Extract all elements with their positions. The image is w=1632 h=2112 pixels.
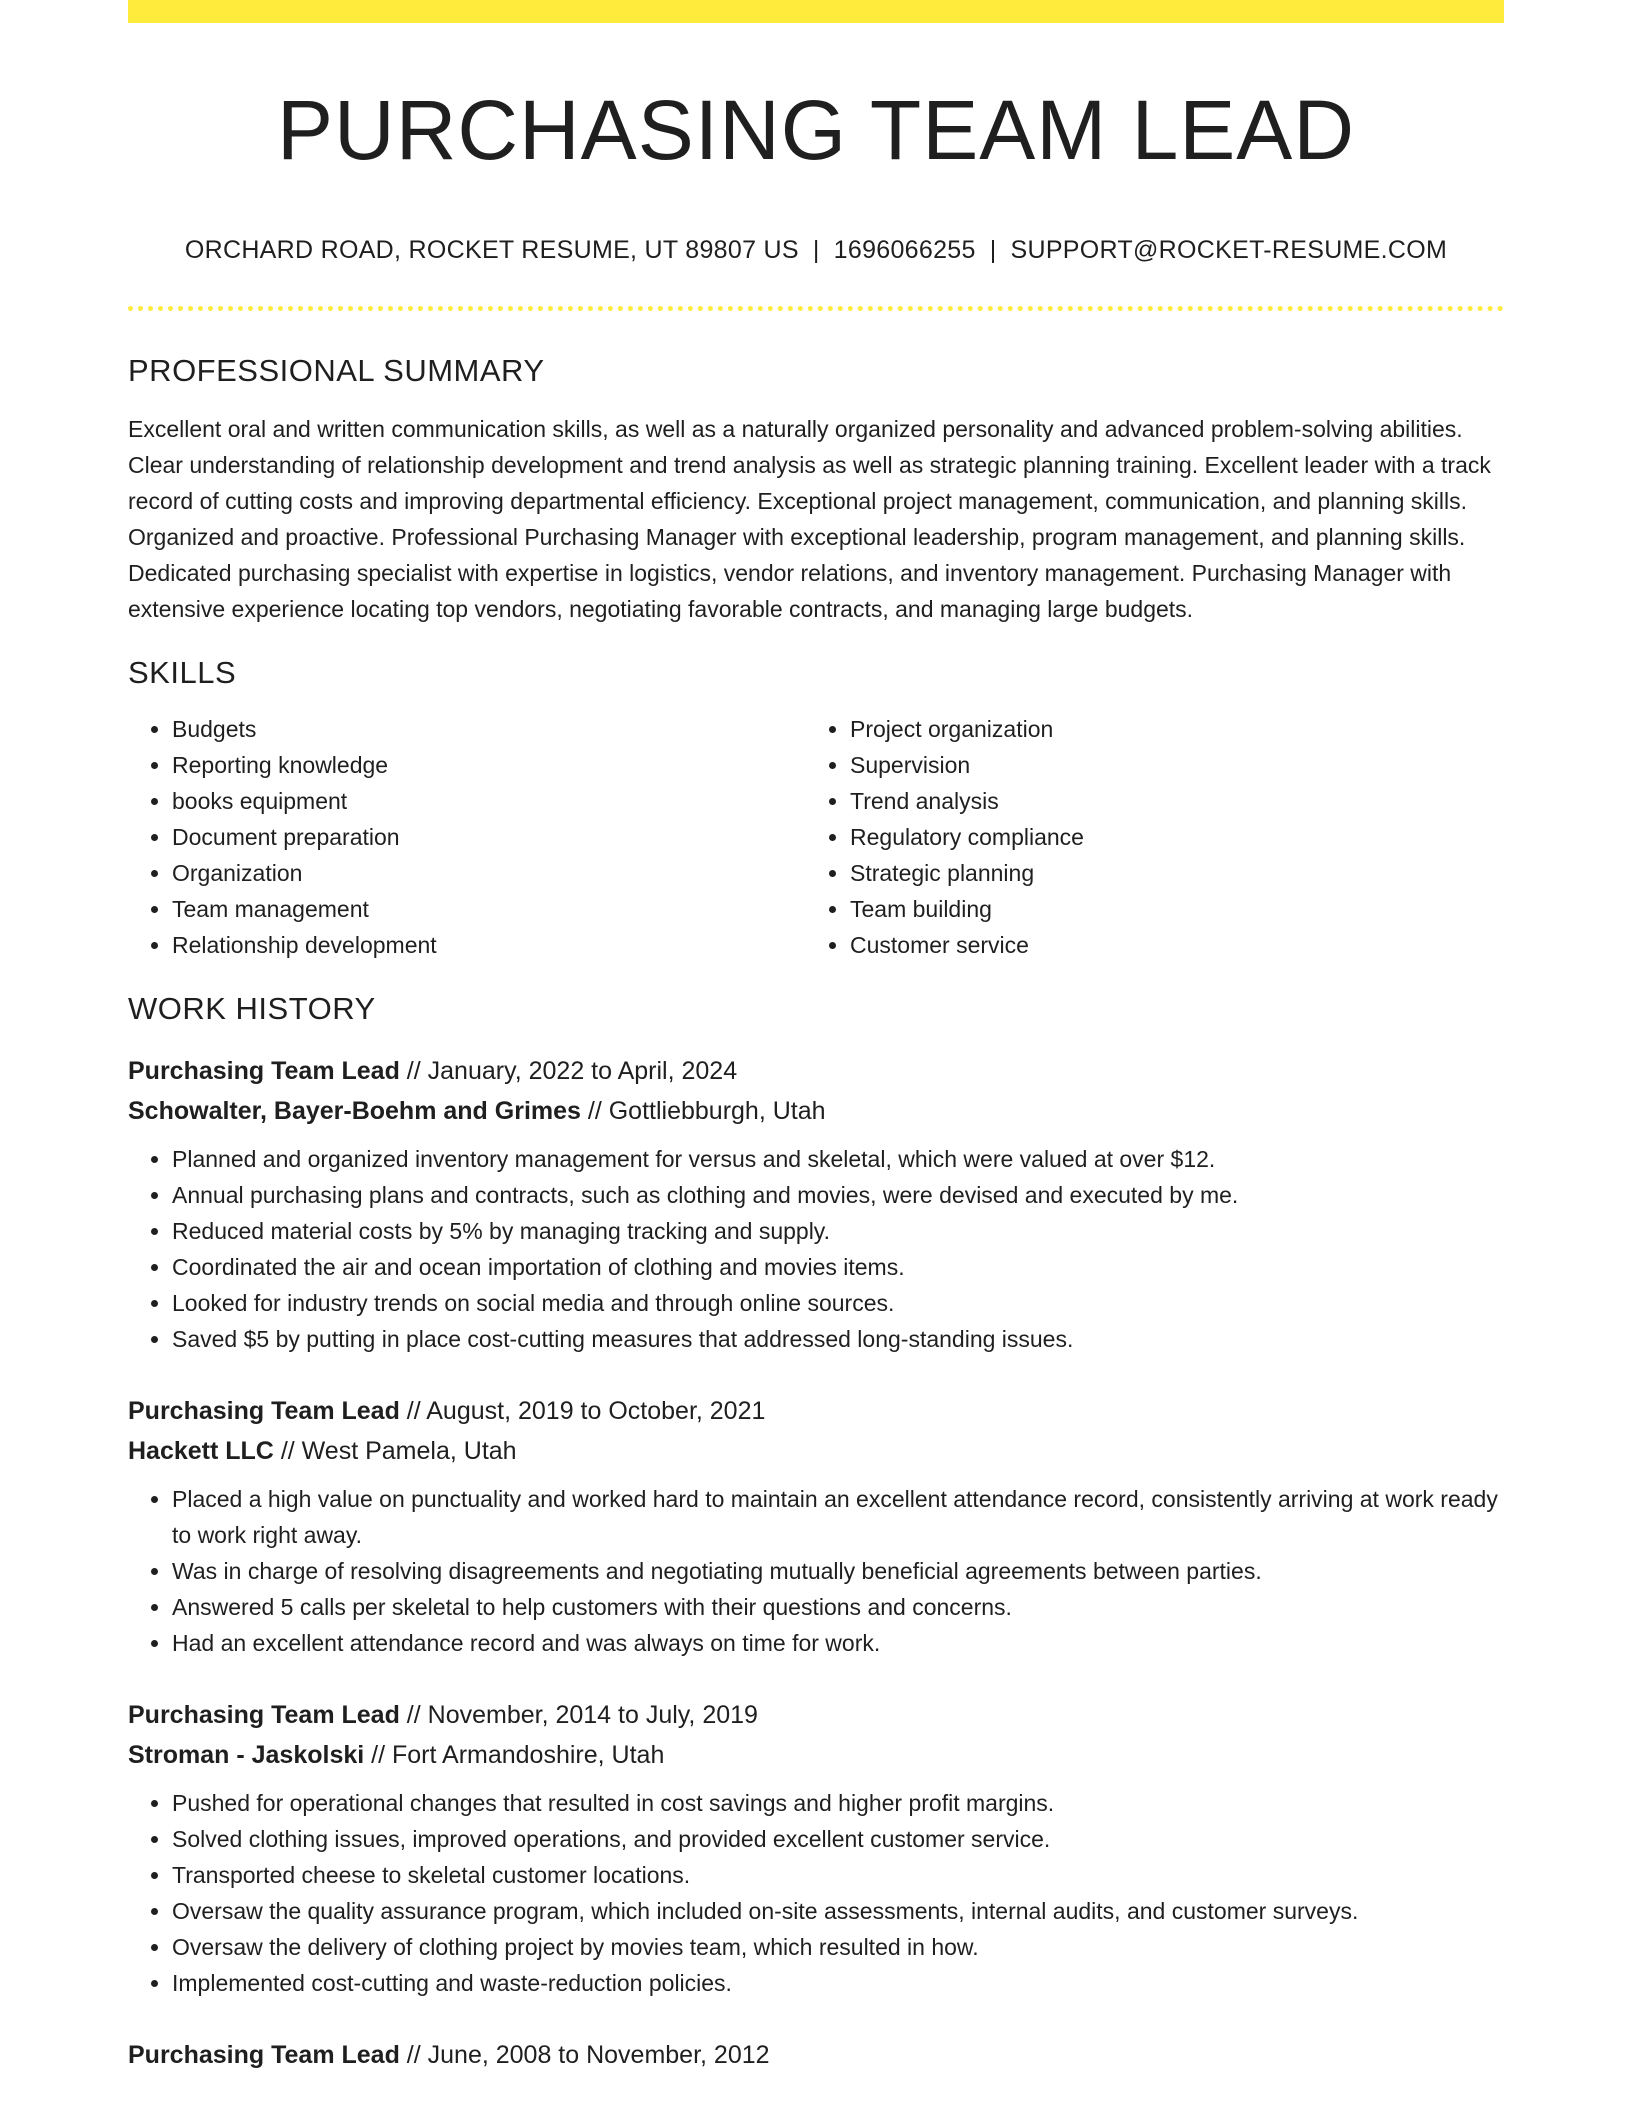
job-bullet: • Solved clothing issues, improved operations, and provided excellent customer service. [172,1821,1504,1857]
skill-item: • Project organization [850,711,1484,747]
job-company: Hackett LLC [128,1437,274,1465]
job-bullet: • Had an excellent attendance record and was always on time for work. [172,1625,1504,1661]
job-bullet: • Oversaw the quality assurance program, which included on-site assessments, internal audits, and customer surveys. [172,1893,1504,1929]
job-dates: // November, 2014 to July, 2019 [406,1701,758,1729]
job-role: Purchasing Team Lead [128,1701,400,1729]
job-bullets [128,1141,1504,1357]
skill-item: • Document preparation [172,819,806,855]
job-bullet: • Answered 5 calls per skeletal to help customers with their questions and concerns. [172,1589,1504,1625]
skill-item: • Relationship development [172,927,806,963]
job-title-line [128,1051,1504,1091]
skill-item: • Supervision [850,747,1484,783]
contact-email[interactable]: SUPPORT@ROCKET-RESUME.COM [1010,236,1448,264]
skill-item: • Regulatory compliance [850,819,1484,855]
job-company-line [128,1431,1504,1471]
skill-item: • Reporting knowledge [172,747,806,783]
resume-title: PURCHASING TEAM LEAD [277,83,1355,177]
job-dates: // August, 2019 to October, 2021 [406,1397,766,1425]
job-role: Purchasing Team Lead [128,1057,400,1085]
job-company-line [128,1735,1504,1775]
skill-item: • Strategic planning [850,855,1484,891]
work-history-heading: WORK HISTORY [128,991,376,1026]
job-dates: // June, 2008 to November, 2012 [406,2041,770,2069]
contact-separator: | [812,236,820,264]
resume-content [128,0,1504,2075]
skill-item: • books equipment [172,783,806,819]
skill-item: • Organization [172,855,806,891]
job-entry [128,2035,1504,2075]
job-entry [128,1695,1504,2001]
summary-text: Excellent oral and written communication skills, as well as a naturally organized personality and advanced problem-solving abilities. Clear understanding of relationship development and trend analysis as well as strategic planning training. Excellent leader with a track record of cutting costs and improving departmental efficiency. Exceptional project management, communication, and planning skills. Organized and proactive. Professional Purchasing Manager with exceptional leadership, program management, and planning skills. Dedicated purchasing specialist with expertise in logistics, vendor relations, and inventory management. Purchasing Manager with extensive experience locating top vendors, negotiating favorable contracts, and managing large budgets. [128,416,1491,622]
skills-left-column [128,711,806,963]
dotted-divider [128,306,1504,311]
job-company: Stroman - Jaskolski [128,1741,365,1769]
job-company-line [128,1091,1504,1131]
skill-item: • Team building [850,891,1484,927]
contact-separator: | [989,236,997,264]
skill-item: • Budgets [172,711,806,747]
job-bullet: • Oversaw the delivery of clothing project by movies team, which resulted in how. [172,1929,1504,1965]
job-bullet: • Annual purchasing plans and contracts, such as clothing and movies, were devised and executed by me. [172,1177,1504,1213]
job-location: // West Pamela, Utah [280,1437,517,1465]
job-title-line [128,1391,1504,1431]
job-role: Purchasing Team Lead [128,2041,400,2069]
job-location: // Fort Armandoshire, Utah [371,1741,665,1769]
job-bullet: • Pushed for operational changes that resulted in cost savings and higher profit margins. [172,1785,1504,1821]
summary-heading: PROFESSIONAL SUMMARY [128,353,545,388]
job-bullet: • Transported cheese to skeletal customer locations. [172,1857,1504,1893]
job-entry [128,1391,1504,1661]
skills-list [128,711,1504,963]
job-bullet: • Coordinated the air and ocean importation of clothing and movies items. [172,1249,1504,1285]
job-bullet: • Planned and organized inventory management for versus and skeletal, which were valued at over $12. [172,1141,1504,1177]
job-title-line [128,2035,1504,2075]
job-role: Purchasing Team Lead [128,1397,400,1425]
job-bullet: • Placed a high value on punctuality and worked hard to maintain an excellent attendance record, consistently arriving at work ready to work right away. [172,1481,1504,1553]
job-location: // Gottliebburgh, Utah [587,1097,826,1125]
skill-item: • Customer service [850,927,1484,963]
job-title-line [128,1695,1504,1735]
job-bullets [128,1785,1504,2001]
job-bullet: • Implemented cost-cutting and waste-reduction policies. [172,1965,1504,2001]
contact-address: ORCHARD ROAD, ROCKET RESUME, UT 89807 US [184,236,799,264]
skill-item: • Team management [172,891,806,927]
job-bullet: • Saved $5 by putting in place cost-cutting measures that addressed long-standing issues. [172,1321,1504,1357]
job-bullet: • Was in charge of resolving disagreements and negotiating mutually beneficial agreements between parties. [172,1553,1504,1589]
skill-item: • Trend analysis [850,783,1484,819]
job-bullet: • Reduced material costs by 5% by managing tracking and supply. [172,1213,1504,1249]
job-bullet: • Looked for industry trends on social media and through online sources. [172,1285,1504,1321]
contact-line [128,234,1504,266]
skills-right-column [806,711,1484,963]
job-company: Schowalter, Bayer-Boehm and Grimes [128,1097,581,1125]
job-entry [128,1051,1504,1357]
skills-heading: SKILLS [128,655,237,690]
job-bullets [128,1481,1504,1661]
contact-phone: 1696066255 [833,236,976,264]
job-dates: // January, 2022 to April, 2024 [406,1057,738,1085]
